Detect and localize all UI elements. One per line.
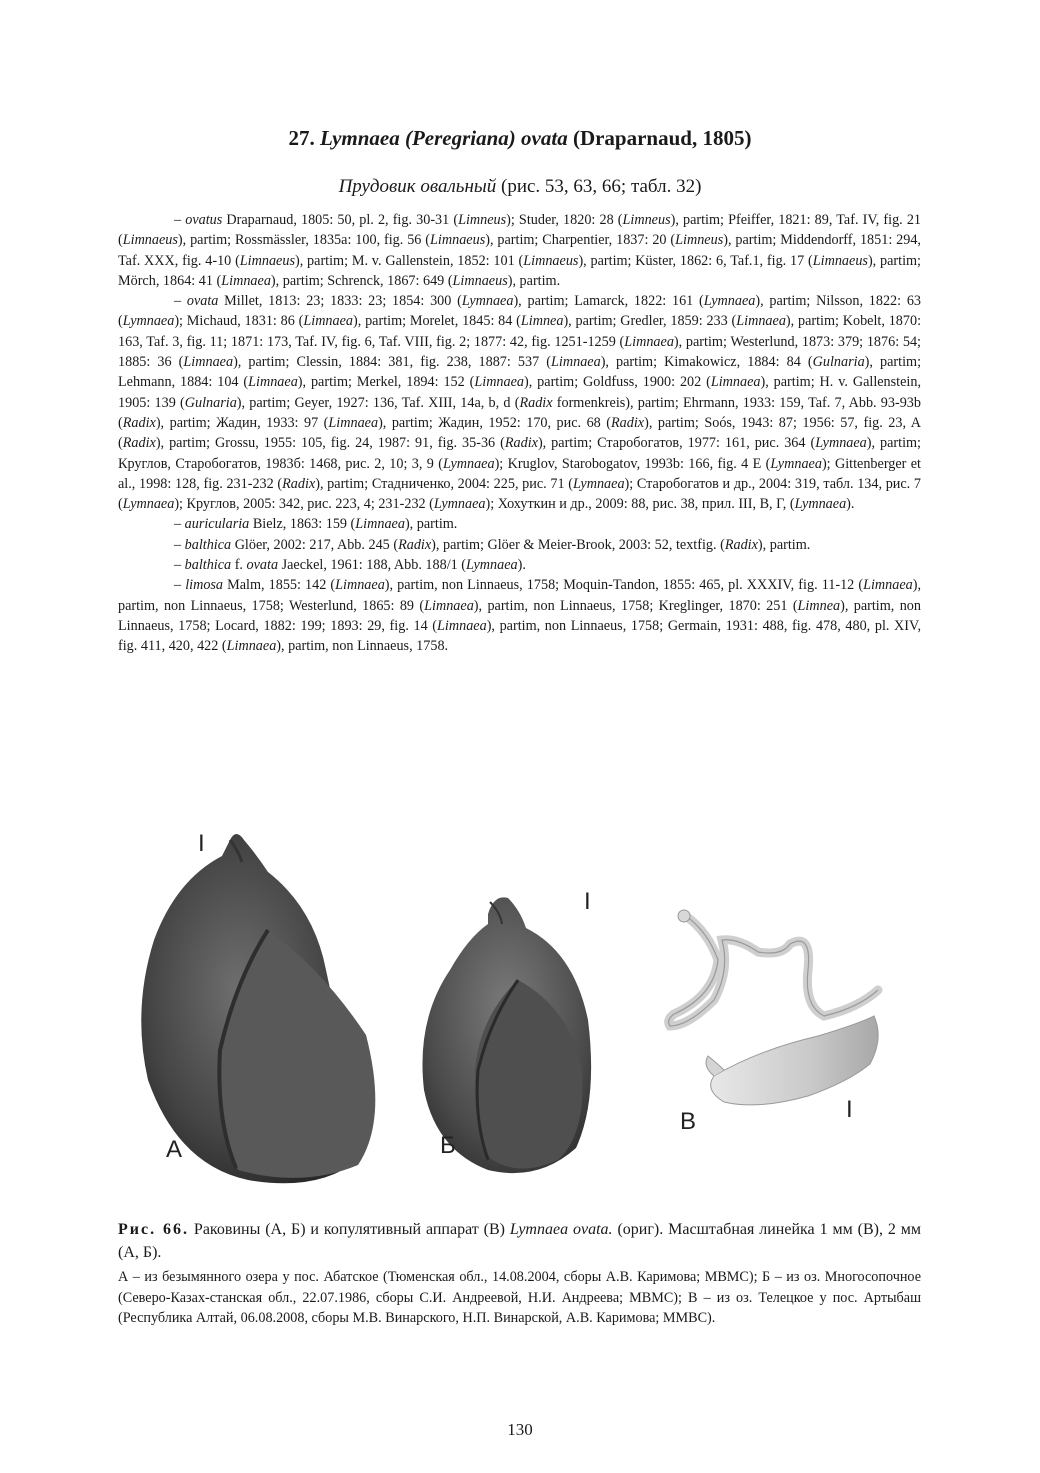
synonymy-list [118,210,921,657]
shell-a-photo [141,834,375,1183]
page-number: 130 [507,1420,533,1439]
synonymy-entry: – ovatus Draparnaud, 1805: 50, pl. 2, fig. 30-31 (Limneus); Studer, 1820: 28 (Limneus), partim; Pfeiffer, 1821: 89, Taf. IV, fig. 21 (Limnaeus), partim; Rossmässler, 1835a: 100, fig. 56 (Limnaeus), partim; Charpentier, 1837: 20 (Limneus), partim; Middendorff, 1851: 294, Taf. XXX, fig. 4-10 (Limnaeus), partim; M. v. Gallenstein, 1852: 101 (Limnaeus), partim; Küster, 1862: 6, Taf.1, fig. 17 (Limnaeus), partim; Mörch, 1864: 41 (Limnaea), partim; Schrenck, 1867: 649 (Limnaeus), partim. [118,212,922,289]
synonymy-entry: – balthica Glöer, 2002: 217, Abb. 245 (Radix), partim; Glöer & Meier-Brook, 2003: 52, textfig. (Radix), partim. [174,536,811,553]
panel-label-v: В [680,1108,697,1135]
species-heading [0,124,1040,152]
caption-note: А – из безымянного озера у пос. Абатское (Тюменская обл., 14.08.2004, сборы А.В. Каримова; МВМС); Б – из оз. Многосопочное (Северо-Казах-станская обл., 22.07.1986, сборы С.И. Андреевой, Н.И. Андреева; МВМС); В – из оз. Телецкое у пос. Артыбаш (Республика Алтай, 06.08.2008, сборы М.В. Винарского, Н.П. Винарской, А.В. Каримова; ММВС). [118,1269,921,1326]
synonymy-entry: – limosa Malm, 1855: 142 (Limnaea), partim, non Linnaeus, 1758; Moquin-Tandon, 1855: 465, pl. XXXIV, fig. 11-12 (Limnaea), partim, non Linnaeus, 1758; Westerlund, 1865: 89 (Limnaea), partim, non Linnaeus, 1758; Kreglinger, 1870: 251 (Limnea), partim, non Linnaeus, 1758; Locard, 1882: 199; 1893: 29, fig. 14 (Limnaea), partim, non Linnaeus, 1758; Germain, 1931: 488, fig. 478, 480, pl. XIV, fig. 411, 420, 422 (Limnaea), partim, non Linnaeus, 1758. [118,577,922,655]
figure-caption [118,1218,921,1264]
scale-bar-b: I [584,888,591,915]
species-author: (Draparnaud, 1805) [572,126,752,150]
caption-species: Lymnaea ovata. [509,1221,613,1238]
scale-bar-a: I [198,830,205,857]
caption-text-2: (ориг). Масштабная линейка 1 мм (В), 2 мм (А, Б). [118,1221,922,1261]
figure-photos [118,820,921,1200]
synonymy-entry: – ovata Millet, 1813: 23; 1833: 23; 1854: 300 (Lymnaea), partim; Lamarck, 1822: 161 (Lymnaea), partim; Nilsson, 1822: 63 (Lymnaea); Michaud, 1831: 86 (Limnaea), partim; Morelet, 1845: 84 (Limnea), partim; Gredler, 1859: 233 (Limnaea), partim; Kobelt, 1870: 163, Taf. 3, fig. 11; 1871: 173, Taf. IV, fig. 6, Taf. VIII, fig. 2; 1877: 42, fig. 1251-1259 (Limnaea), partim; Westerlund, 1873: 379; 1876: 54; 1885: 36 (Limnaea), partim; Clessin, 1884: 381, fig. 238, 1887: 537 (Limnaea), partim; Kimakowicz, 1884: 84 (Gulnaria), partim; Lehmann, 1884: 104 (Limnaea), partim; Merkel, 1894: 152 (Limnaea), partim; Goldfuss, 1900: 202 (Limnaea), partim; H. v. Gallenstein, 1905: 139 (Gulnaria), partim; Geyer, 1927: 136, Taf. XIII, 14a, b, d (Radix formenkreis), partim; Ehrmann, 1933: 159, Taf. 7, Abb. 93-93b (Radix), partim; Жадин, 1933: 97 (Limnaea), partim; Жадин, 1952: 170, рис. 68 (Radix), partim; Soós, 1943: 87; 1956: 57, fig. 23, A (Radix), partim; Grossu, 1955: 105, fig. 24, 1987: 91, fig. 35-36 (Radix), partim; Старобогатов, 1977: 161, рис. 364 (Lymnaea), partim; Круглов, Старобогатов, 1983б: 1468, рис. 2, 10; 3, 9 (Lymnaea); Kruglov, Starobogatov, 1993b: 166, fig. 4 E (Lymnaea); Gittenberger et al., 1998: 128, fig. 231-232 (Radix), partim; Стадниченко, 2004: 225, рис. 71 (Lymnaea); Старобогатов и др., 2004: 319, табл. 134, рис. 7 (Lymnaea); Круглов, 2005: 342, рис. 223, 4; 231-232 (Lymnaea); Хохуткин и др., 2009: 88, рис. 38, прил. III, В, Г, (Lymnaea). [118,293,922,513]
copulatory-apparatus-photo [669,910,879,1105]
synonymy-entry: – auricularia Bielz, 1863: 159 (Limnaea), partim. [174,516,458,533]
figure-references: (рис. 53, 63, 66; табл. 32) [496,176,702,197]
panel-label-b: Б [440,1132,456,1159]
panel-label-a: А [166,1136,183,1163]
russian-common-name: Прудовик овальный [338,176,497,197]
synonymy-entry: – balthica f. ovata Jaeckel, 1961: 188, Abb. 188/1 (Lymnaea). [174,557,526,574]
species-number: 27. [288,126,315,150]
figure-66 [118,820,921,1200]
caption-text-1: Раковины (А, Б) и копулятивный аппарат (В) [189,1221,510,1238]
species-subheading [0,174,1040,200]
caption-lead: Рис. 66. [118,1221,190,1238]
scale-bar-v: I [846,1096,853,1123]
species-name: Lymnaea (Peregriana) ovata [320,126,568,150]
